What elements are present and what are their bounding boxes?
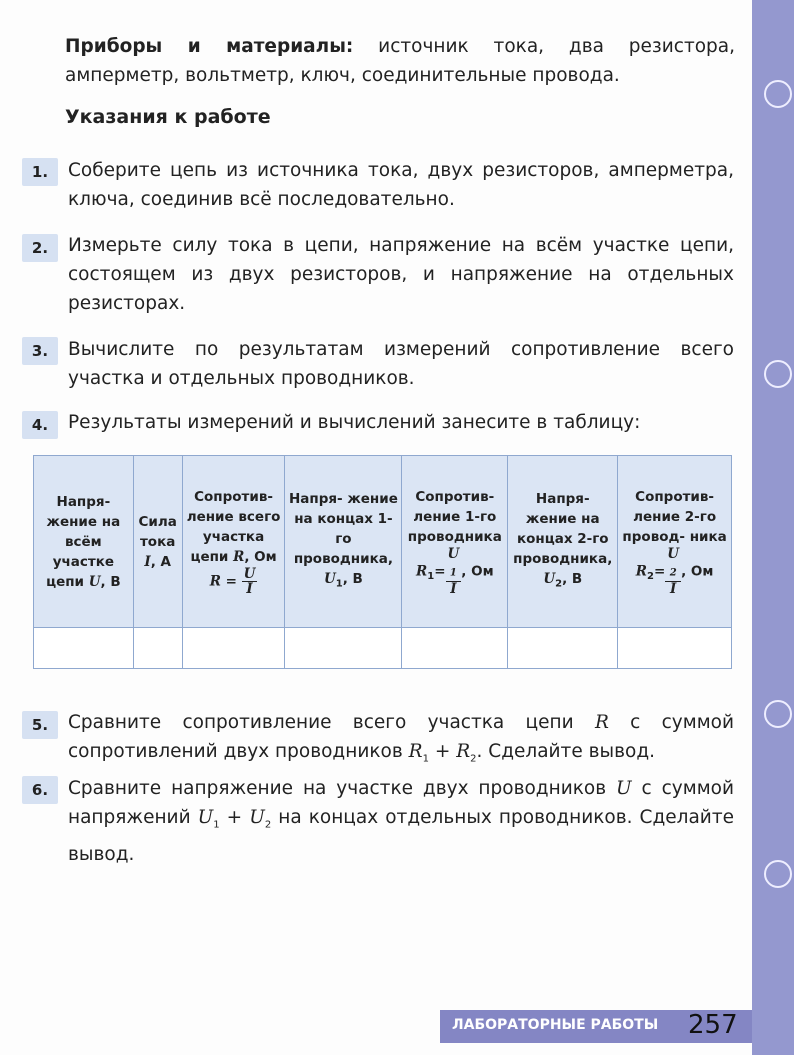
col-header-resistance-1: Сопротив- ление 1-го проводника $R_1=$ U $_1$ I , Ом <box>402 456 508 628</box>
materials-text: источник тока, два резистора, амперметр, вольтметр, ключ, соединительные провода. <box>65 36 735 86</box>
step-number: 1. <box>22 158 58 186</box>
col-header-total-resistance: Сопротив- ление всего участка цепи R, Ом R = $\frac{U}{I}$ <box>182 456 285 628</box>
col-header-current: Сила тока I, А <box>133 456 182 628</box>
table-cell[interactable] <box>34 628 134 669</box>
step-text: Вычислите по результатам измерений сопротивление всего участка и отдельных проводников. <box>68 339 734 389</box>
step-text: Соберите цепь из источника тока, двух резисторов, амперметра, ключа, соединив всё последовательно. <box>68 160 734 210</box>
section-heading: Указания к работе <box>65 106 271 128</box>
table-row <box>34 628 732 669</box>
col-header-voltage-1: Напря- жение на концах 1-го проводника, $U_1$, В <box>285 456 402 628</box>
results-table <box>33 455 732 669</box>
table-cell[interactable] <box>133 628 182 669</box>
atom-icon <box>764 700 792 728</box>
col-header-resistance-2: Сопротив- ление 2-го провод- ника $R_2=$ U $_2$ I , Ом <box>618 456 732 628</box>
step-number: 6. <box>22 776 58 804</box>
step-text: Сравните сопротивление всего участка цепи R с суммой сопротивлений двух проводников $R_1 + R_2$. Сделайте вывод. <box>68 712 734 765</box>
decorative-sidebar <box>752 0 794 1055</box>
table-cell[interactable] <box>402 628 508 669</box>
atom-icon <box>764 360 792 388</box>
table-cell[interactable] <box>618 628 732 669</box>
page-footer <box>440 1010 752 1043</box>
step-text: Измерьте силу тока в цепи, напряжение на всём участке цепи, состоящем из двух резисторов, и напряжение на отдельных резисторах. <box>68 235 734 314</box>
step-number: 2. <box>22 234 58 262</box>
materials-label: Приборы и материалы: <box>65 36 354 57</box>
page-number: 257 <box>688 1010 738 1040</box>
step-number: 3. <box>22 337 58 365</box>
atom-icon <box>764 80 792 108</box>
materials-paragraph <box>65 32 735 90</box>
atom-icon <box>764 860 792 888</box>
step-number: 4. <box>22 411 58 439</box>
table-cell[interactable] <box>182 628 285 669</box>
section-name: ЛАБОРАТОРНЫЕ РАБОТЫ <box>452 1017 659 1033</box>
step-text: Сравните напряжение на участке двух проводников U с суммой напряжений $U_1 + U_2$ на концах отдельных проводников. Сделайте вывод. <box>68 778 734 865</box>
table-cell[interactable] <box>508 628 618 669</box>
step-number: 5. <box>22 711 58 739</box>
step-text: Результаты измерений и вычислений занесите в таблицу: <box>68 412 641 433</box>
col-header-voltage-2: Напря- жение на концах 2-го проводника, $U_2$, В <box>508 456 618 628</box>
table-header-row <box>34 456 732 628</box>
table-cell[interactable] <box>285 628 402 669</box>
col-header-total-voltage: Напря- жение на всём участке цепи U, В <box>34 456 134 628</box>
